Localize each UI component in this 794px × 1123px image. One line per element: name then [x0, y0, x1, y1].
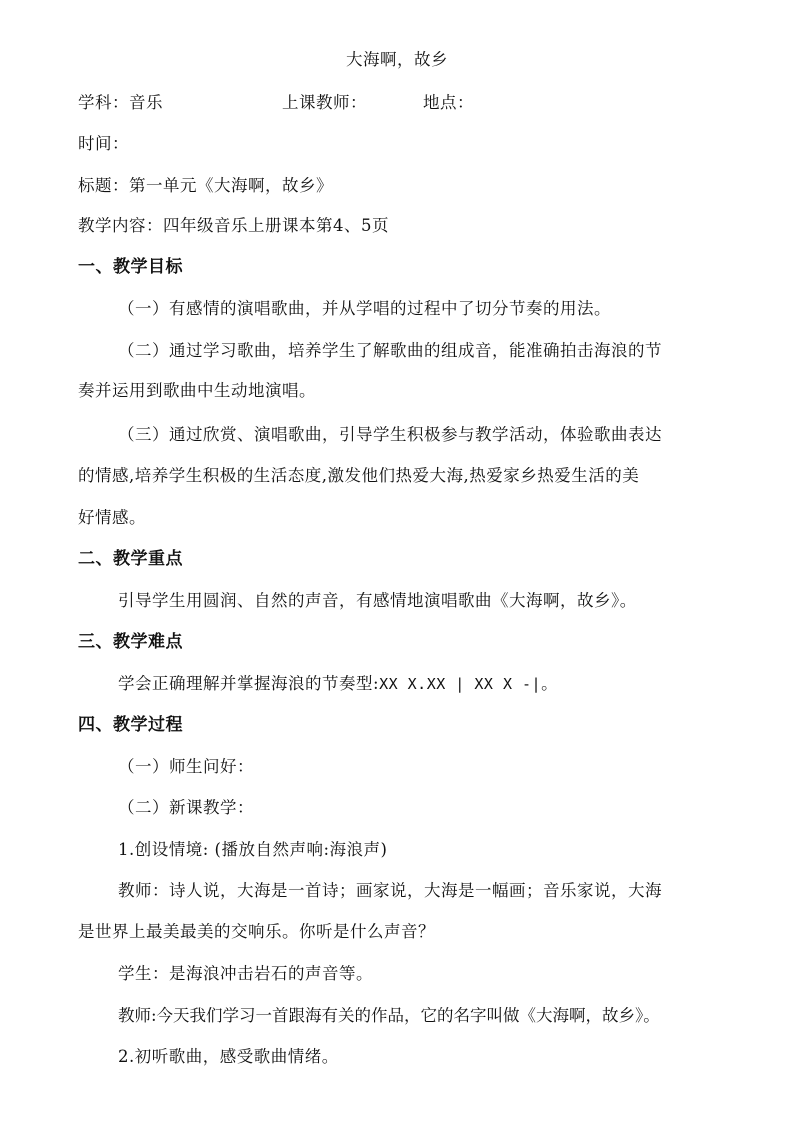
key-points-paragraph: 引导学生用圆润、自然的声音，有感情地演唱歌曲《大海啊，故乡》。 — [118, 591, 637, 610]
process-step: 2.初听歌曲，感受歌曲情绪。 — [118, 1047, 339, 1066]
content-field: 教学内容：四年级音乐上册课本第4、5页 — [78, 216, 389, 235]
process-subsection: （二）新课教学： — [118, 798, 254, 817]
process-subsection: （一）师生问好： — [118, 757, 254, 776]
difficulties-paragraph — [118, 674, 558, 694]
section-heading-key-points: 二、教学重点 — [78, 549, 183, 569]
rhythm-pattern: XX X.XX | XX X -| — [379, 675, 542, 693]
difficulties-text: 学会正确理解并掌握海浪的节奏型: — [118, 674, 380, 693]
dialogue-teacher: 教师：诗人说，大海是一首诗；画家说，大海是一幅画；音乐家说，大海 — [118, 881, 662, 900]
section-heading-difficulties: 三、教学难点 — [78, 632, 183, 652]
goals-paragraph: 的情感,培养学生积极的生活态度,激发他们热爱大海,热爱家乡热爱生活的美 — [78, 466, 640, 485]
location-field: 地点： — [423, 93, 474, 112]
section-heading-process: 四、教学过程 — [78, 715, 183, 735]
section-heading-goals: 一、教学目标 — [78, 257, 183, 277]
difficulties-end: 。 — [541, 674, 559, 693]
dialogue-teacher: 教师:今天我们学习一首跟海有关的作品，它的名字叫做《大海啊，故乡》。 — [118, 1006, 660, 1025]
subject-field: 学科：音乐 — [78, 93, 163, 112]
goals-paragraph: 奏并运用到歌曲中生动地演唱。 — [78, 381, 316, 400]
goals-paragraph: （一）有感情的演唱歌曲，并从学唱的过程中了切分节奏的用法。 — [118, 299, 611, 318]
goals-paragraph: 好情感。 — [78, 508, 146, 527]
topic-field: 标题：第一单元《大海啊，故乡》 — [78, 176, 333, 195]
process-step: 1.创设情境: (播放自然声响:海浪声) — [118, 840, 388, 859]
document-title: 大海啊，故乡 — [346, 50, 448, 69]
goals-paragraph: （二）通过学习歌曲，培养学生了解歌曲的组成音，能准确拍击海浪的节 — [118, 341, 662, 360]
goals-paragraph: （三）通过欣赏、演唱歌曲，引导学生积极参与教学活动，体验歌曲表达 — [118, 425, 662, 444]
dialogue-teacher: 是世界上最美最美的交响乐。你听是什么声音？ — [78, 922, 435, 941]
teacher-field: 上课教师： — [282, 93, 367, 112]
time-field: 时间： — [78, 134, 129, 153]
dialogue-student: 学生：是海浪冲击岩石的声音等。 — [118, 964, 373, 983]
